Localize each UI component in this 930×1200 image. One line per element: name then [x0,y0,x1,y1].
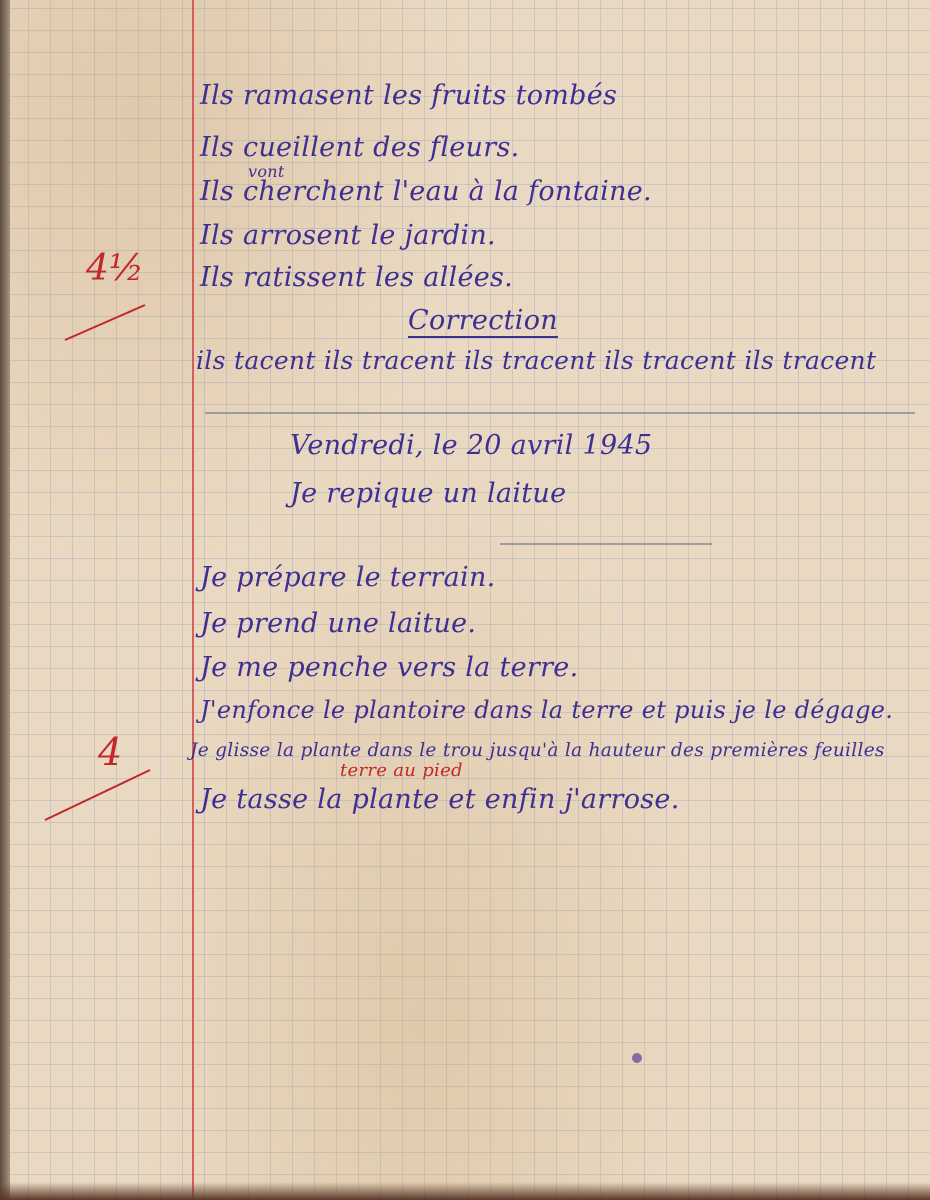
text-line-3: Ils cherchent l'eau à la fontaine. [200,176,652,207]
text-line-9: J'enfonce le plantoire dans la terre et puis je le dégage. [200,696,894,724]
text-line-5: Ils ratissent les allées. [200,262,514,293]
page-bottom-edge [0,1182,930,1200]
correction-title: Correction [408,305,558,336]
red-insertion: terre au pied [340,760,463,781]
section-divider [205,412,915,414]
date-heading: Vendredi, le 20 avril 1945 [290,430,653,461]
text-line-8: Je me penche vers la terre. [200,652,579,683]
grade-stroke-2 [40,765,155,825]
text-line-2: Ils cueillent des fleurs. [200,132,520,163]
insertion-word: vont [248,162,285,181]
title-underline [500,543,712,545]
exercise-title: Je repique un laitue [290,478,567,509]
text-line-10: Je glisse la plante dans le trou jusqu'à la hauteur des premières feuilles [190,740,885,761]
notebook-binding [0,0,10,1200]
text-line-1: Ils ramasent les fruits tombés [200,80,618,111]
grade-stroke-1 [60,300,150,345]
grade-mark-1: 4½ [86,248,144,289]
text-line-6: Je prépare le terrain. [200,562,496,593]
correction-line: ils tacent ils tracent ils tracent ils tracent ils tracent [196,346,877,375]
text-line-7: Je prend une laitue. [200,608,477,639]
text-line-4: Ils arrosent le jardin. [200,220,496,251]
grade-mark-2: 4 [98,730,123,774]
text-line-11: Je tasse la plante et enfin j'arrose. [200,784,680,815]
red-margin-line [192,0,194,1200]
ink-blot [632,1053,642,1063]
